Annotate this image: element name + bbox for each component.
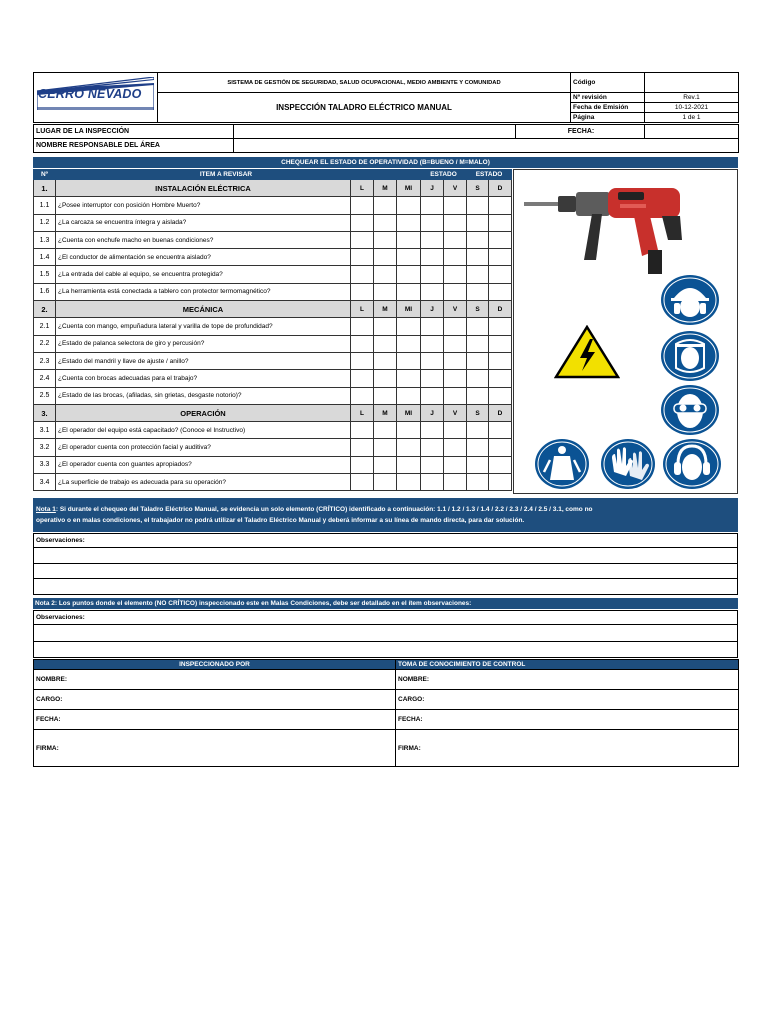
- status-cell[interactable]: [351, 352, 374, 369]
- illustration-panel: [513, 169, 738, 494]
- status-cell[interactable]: [467, 318, 489, 335]
- control-name-field[interactable]: NOMBRE:: [396, 670, 739, 690]
- status-cell[interactable]: [397, 387, 421, 404]
- item-number: 1.5: [34, 266, 56, 283]
- section-number: 1.: [34, 180, 56, 197]
- status-cell[interactable]: [397, 352, 421, 369]
- item-number: 1.3: [34, 231, 56, 248]
- control-acknowledgment-header: TOMA DE CONOCIMIENTO DE CONTROL: [396, 660, 739, 670]
- checklist-row: [34, 214, 512, 231]
- electrical-hazard-warning-icon: [554, 325, 620, 379]
- status-cell[interactable]: [489, 439, 512, 456]
- item-text: ¿Estado del mandril y llave de ajuste / anillo?: [56, 352, 351, 369]
- status-cell[interactable]: [374, 197, 397, 214]
- day-column-4: V: [444, 301, 467, 318]
- col-header-status-1: ESTADO: [421, 170, 467, 180]
- status-cell[interactable]: [489, 387, 512, 404]
- day-column-2: MI: [397, 180, 421, 197]
- system-title: SISTEMA DE GESTIÓN DE SEGURIDAD, SALUD OCUPACIONAL, MEDIO AMBIENTE Y COMUNIDAD: [158, 73, 571, 93]
- status-cell[interactable]: [489, 197, 512, 214]
- section-title: MECÁNICA: [56, 301, 351, 318]
- protective-apron-icon: [534, 438, 590, 490]
- status-cell[interactable]: [397, 422, 421, 439]
- status-cell[interactable]: [397, 456, 421, 473]
- status-cell[interactable]: [467, 387, 489, 404]
- section-title: OPERACIÓN: [56, 404, 351, 421]
- status-cell[interactable]: [467, 266, 489, 283]
- status-cell[interactable]: [374, 214, 397, 231]
- status-cell[interactable]: [351, 318, 374, 335]
- note-1-label: Nota 1: [36, 506, 56, 513]
- status-cell[interactable]: [467, 197, 489, 214]
- document-header: [33, 72, 739, 123]
- observations-2: [33, 610, 738, 658]
- checklist-row: [34, 283, 512, 300]
- status-cell[interactable]: [444, 197, 467, 214]
- checklist-row: [34, 318, 512, 335]
- status-cell[interactable]: [467, 456, 489, 473]
- item-number: 3.1: [34, 422, 56, 439]
- inspector-signature-field[interactable]: FIRMA:: [34, 730, 396, 767]
- status-cell[interactable]: [374, 387, 397, 404]
- status-cell[interactable]: [421, 283, 444, 300]
- control-position-field[interactable]: CARGO:: [396, 690, 739, 710]
- status-cell[interactable]: [444, 422, 467, 439]
- section-title: INSTALACIÓN ELÉCTRICA: [56, 180, 351, 197]
- status-cell[interactable]: [444, 370, 467, 387]
- day-column-3: J: [421, 404, 444, 421]
- day-column-3: J: [421, 301, 444, 318]
- meta-value-issue-date: 10-12-2021: [645, 103, 739, 113]
- status-cell[interactable]: [351, 456, 374, 473]
- status-cell[interactable]: [351, 422, 374, 439]
- checklist-row: [34, 370, 512, 387]
- section-header-row: [34, 180, 512, 197]
- face-shield-icon: [660, 330, 720, 382]
- status-cell[interactable]: [397, 266, 421, 283]
- status-cell[interactable]: [489, 318, 512, 335]
- inspected-by-header: INSPECCIONADO POR: [34, 660, 396, 670]
- note-1-text-line2: operativo o en malas condiciones, el trabajador no podrá utilizar el Taladro Eléctrico Manual y deberá informar a su línea de mando directa, para dar solución.: [36, 517, 525, 524]
- item-number: 1.2: [34, 214, 56, 231]
- status-cell[interactable]: [351, 249, 374, 266]
- status-cell[interactable]: [397, 214, 421, 231]
- status-cell[interactable]: [467, 249, 489, 266]
- date-field[interactable]: [645, 125, 739, 139]
- status-cell[interactable]: [444, 283, 467, 300]
- status-cell[interactable]: [374, 335, 397, 352]
- status-cell[interactable]: [351, 370, 374, 387]
- status-cell[interactable]: [397, 474, 421, 491]
- item-text: ¿Estado de las brocas, (afiladas, sin grietas, desgaste notorio)?: [56, 387, 351, 404]
- checklist-row: [34, 456, 512, 473]
- status-cell[interactable]: [421, 439, 444, 456]
- note-2: Nota 2: Los puntos donde el elemento (NO CRÍTICO) inspeccionado este en Malas Condiciones, debe ser detallado en el ítem observaciones:: [33, 598, 738, 609]
- status-cell[interactable]: [421, 266, 444, 283]
- checklist-row: [34, 249, 512, 266]
- status-cell[interactable]: [374, 283, 397, 300]
- status-cell[interactable]: [421, 318, 444, 335]
- status-cell[interactable]: [397, 318, 421, 335]
- section-header-row: [34, 301, 512, 318]
- area-responsible-field[interactable]: [234, 139, 739, 153]
- status-cell[interactable]: [467, 231, 489, 248]
- status-cell[interactable]: [374, 249, 397, 266]
- ear-protection-icon: [662, 438, 722, 490]
- status-cell[interactable]: [444, 231, 467, 248]
- meta-label-code: Código: [571, 73, 645, 93]
- status-cell[interactable]: [374, 456, 397, 473]
- status-cell[interactable]: [444, 318, 467, 335]
- safety-goggles-icon: [660, 384, 720, 436]
- observations-2-line[interactable]: [34, 625, 738, 642]
- item-number: 3.3: [34, 456, 56, 473]
- checklist-row: [34, 474, 512, 491]
- checklist-row: [34, 197, 512, 214]
- item-number: 2.1: [34, 318, 56, 335]
- status-cell[interactable]: [467, 422, 489, 439]
- safety-gloves-icon: [600, 438, 656, 490]
- status-cell[interactable]: [374, 439, 397, 456]
- status-cell[interactable]: [444, 352, 467, 369]
- meta-label-page: Página: [571, 113, 645, 123]
- item-text: ¿La herramienta está conectada a tablero con protector termomagnético?: [56, 283, 351, 300]
- item-number: 1.1: [34, 197, 56, 214]
- checklist-row: [34, 231, 512, 248]
- item-number: 2.4: [34, 370, 56, 387]
- checklist-row: [34, 387, 512, 404]
- meta-value-code: [645, 73, 739, 93]
- status-cell[interactable]: [444, 439, 467, 456]
- item-text: ¿El operador cuenta con protección facial y auditiva?: [56, 439, 351, 456]
- status-cell[interactable]: [421, 456, 444, 473]
- item-text: ¿Cuenta con mango, empuñadura lateral y varilla de tope de profundidad?: [56, 318, 351, 335]
- status-cell[interactable]: [467, 439, 489, 456]
- item-number: 2.5: [34, 387, 56, 404]
- observations-2-line[interactable]: [34, 642, 738, 658]
- status-cell[interactable]: [374, 318, 397, 335]
- status-cell[interactable]: [467, 352, 489, 369]
- item-number: 1.6: [34, 283, 56, 300]
- control-date-field[interactable]: FECHA:: [396, 710, 739, 730]
- day-column-0: L: [351, 404, 374, 421]
- day-column-1: M: [374, 404, 397, 421]
- status-cell[interactable]: [467, 474, 489, 491]
- status-cell[interactable]: [351, 214, 374, 231]
- item-text: ¿El operador cuenta con guantes apropiados?: [56, 456, 351, 473]
- day-column-0: L: [351, 301, 374, 318]
- status-cell[interactable]: [467, 214, 489, 231]
- status-cell[interactable]: [351, 266, 374, 283]
- status-cell[interactable]: [421, 335, 444, 352]
- logo-cell: [34, 73, 158, 123]
- day-column-5: S: [467, 180, 489, 197]
- status-cell[interactable]: [351, 283, 374, 300]
- logo-text: CERRO NEVADO: [38, 87, 142, 101]
- status-cell[interactable]: [374, 352, 397, 369]
- status-cell[interactable]: [374, 474, 397, 491]
- observations-1-label: Observaciones:: [34, 534, 738, 548]
- inspection-info: [33, 124, 739, 153]
- status-cell[interactable]: [421, 352, 444, 369]
- status-cell[interactable]: [374, 231, 397, 248]
- status-cell[interactable]: [351, 474, 374, 491]
- status-cell[interactable]: [351, 335, 374, 352]
- checklist-row: [34, 335, 512, 352]
- checklist-row: [34, 352, 512, 369]
- item-number: 3.4: [34, 474, 56, 491]
- item-text: ¿El operador del equipo está capacitado? (Conoce el Instructivo): [56, 422, 351, 439]
- status-cell[interactable]: [444, 387, 467, 404]
- item-number: 3.2: [34, 439, 56, 456]
- meta-value-revision: Rev.1: [645, 93, 739, 103]
- status-cell[interactable]: [397, 249, 421, 266]
- power-drill-icon: [522, 178, 690, 276]
- meta-label-issue-date: Fecha de Emisión: [571, 103, 645, 113]
- col-header-no: Nº: [34, 170, 56, 180]
- inspection-place-field[interactable]: [234, 125, 516, 139]
- signature-block: [33, 659, 739, 767]
- status-cell[interactable]: [374, 266, 397, 283]
- control-signature-field[interactable]: FIRMA:: [396, 730, 739, 767]
- day-column-2: MI: [397, 404, 421, 421]
- status-cell[interactable]: [467, 335, 489, 352]
- status-cell[interactable]: [397, 231, 421, 248]
- col-header-status-2: ESTADO: [467, 170, 512, 180]
- status-cell[interactable]: [421, 214, 444, 231]
- area-responsible-label: NOMBRE RESPONSABLE DEL ÁREA: [34, 139, 234, 153]
- status-cell[interactable]: [444, 214, 467, 231]
- inspector-name-field[interactable]: NOMBRE:: [34, 670, 396, 690]
- status-cell[interactable]: [444, 266, 467, 283]
- status-cell[interactable]: [444, 474, 467, 491]
- status-cell[interactable]: [489, 266, 512, 283]
- status-cell[interactable]: [421, 231, 444, 248]
- status-cell[interactable]: [444, 249, 467, 266]
- status-cell[interactable]: [397, 439, 421, 456]
- date-label: FECHA:: [516, 125, 645, 139]
- status-cell[interactable]: [421, 249, 444, 266]
- status-cell[interactable]: [351, 231, 374, 248]
- col-header-item: ITEM A REVISAR: [56, 170, 397, 180]
- item-text: ¿Posee interruptor con posición Hombre Muerto?: [56, 197, 351, 214]
- status-cell[interactable]: [489, 231, 512, 248]
- day-column-1: M: [374, 301, 397, 318]
- observations-1-line[interactable]: [34, 579, 738, 595]
- section-number: 2.: [34, 301, 56, 318]
- status-cell[interactable]: [467, 370, 489, 387]
- status-cell[interactable]: [421, 474, 444, 491]
- day-column-4: V: [444, 404, 467, 421]
- section-header-row: [34, 404, 512, 421]
- status-cell[interactable]: [489, 249, 512, 266]
- status-cell[interactable]: [489, 422, 512, 439]
- status-cell[interactable]: [421, 422, 444, 439]
- observations-2-label: Observaciones:: [34, 611, 738, 625]
- observations-1: [33, 533, 738, 595]
- helmet-and-ear-protection-icon: [660, 274, 720, 326]
- status-cell[interactable]: [421, 387, 444, 404]
- day-column-0: L: [351, 180, 374, 197]
- status-cell[interactable]: [397, 370, 421, 387]
- status-cell[interactable]: [421, 370, 444, 387]
- status-cell[interactable]: [421, 197, 444, 214]
- note-1: [33, 498, 738, 532]
- day-column-5: S: [467, 301, 489, 318]
- status-cell[interactable]: [489, 352, 512, 369]
- status-cell[interactable]: [374, 370, 397, 387]
- day-column-6: D: [489, 404, 512, 421]
- checklist-banner: CHEQUEAR EL ESTADO DE OPERATIVIDAD (B=BUENO / M=MALO): [33, 157, 738, 168]
- status-cell[interactable]: [444, 456, 467, 473]
- item-number: 2.3: [34, 352, 56, 369]
- day-column-3: J: [421, 180, 444, 197]
- item-text: ¿La entrada del cable al equipo, se encuentra protegida?: [56, 266, 351, 283]
- day-column-2: MI: [397, 301, 421, 318]
- checklist-row: [34, 422, 512, 439]
- status-cell[interactable]: [351, 197, 374, 214]
- meta-label-revision: Nº revisión: [571, 93, 645, 103]
- status-cell[interactable]: [351, 439, 374, 456]
- observations-1-line[interactable]: [34, 564, 738, 579]
- status-cell[interactable]: [489, 214, 512, 231]
- item-number: 2.2: [34, 335, 56, 352]
- status-cell[interactable]: [374, 422, 397, 439]
- section-number: 3.: [34, 404, 56, 421]
- day-column-6: D: [489, 180, 512, 197]
- note-1-text-line1: : Si durante el chequeo del Taladro Eléctrico Manual, se evidencia un solo elemento (CRÍTICO) identificado a continuación: 1.1 / 1.2 / 1.3 / 1.4 / 2.2 / 2.3 / 2.4 / 2.5 / 3.1, como no: [55, 506, 593, 513]
- checklist-row: [34, 439, 512, 456]
- status-cell[interactable]: [489, 370, 512, 387]
- status-cell[interactable]: [489, 335, 512, 352]
- inspector-date-field[interactable]: FECHA:: [34, 710, 396, 730]
- observations-1-line[interactable]: [34, 548, 738, 564]
- checklist-table: [33, 169, 512, 491]
- day-column-6: D: [489, 301, 512, 318]
- status-cell[interactable]: [351, 387, 374, 404]
- item-text: ¿Cuenta con brocas adecuadas para el trabajo?: [56, 370, 351, 387]
- item-text: ¿El conductor de alimentación se encuentra aislado?: [56, 249, 351, 266]
- status-cell[interactable]: [397, 283, 421, 300]
- item-number: 1.4: [34, 249, 56, 266]
- status-cell[interactable]: [467, 283, 489, 300]
- item-text: ¿Estado de palanca selectora de giro y percusión?: [56, 335, 351, 352]
- status-cell[interactable]: [489, 474, 512, 491]
- status-cell[interactable]: [444, 335, 467, 352]
- status-cell[interactable]: [397, 335, 421, 352]
- status-cell[interactable]: [489, 456, 512, 473]
- day-column-5: S: [467, 404, 489, 421]
- status-cell[interactable]: [397, 197, 421, 214]
- item-text: ¿La carcaza se encuentra íntegra y aislada?: [56, 214, 351, 231]
- inspector-position-field[interactable]: CARGO:: [34, 690, 396, 710]
- checklist-row: [34, 266, 512, 283]
- inspection-place-label: LUGAR DE LA INSPECCIÓN: [34, 125, 234, 139]
- meta-value-page: 1 de 1: [645, 113, 739, 123]
- day-column-1: M: [374, 180, 397, 197]
- item-text: ¿La superficie de trabajo es adecuada para su operación?: [56, 474, 351, 491]
- document-title: INSPECCIÓN TALADRO ELÉCTRICO MANUAL: [158, 93, 571, 123]
- day-column-4: V: [444, 180, 467, 197]
- item-text: ¿Cuenta con enchufe macho en buenas condiciones?: [56, 231, 351, 248]
- status-cell[interactable]: [489, 283, 512, 300]
